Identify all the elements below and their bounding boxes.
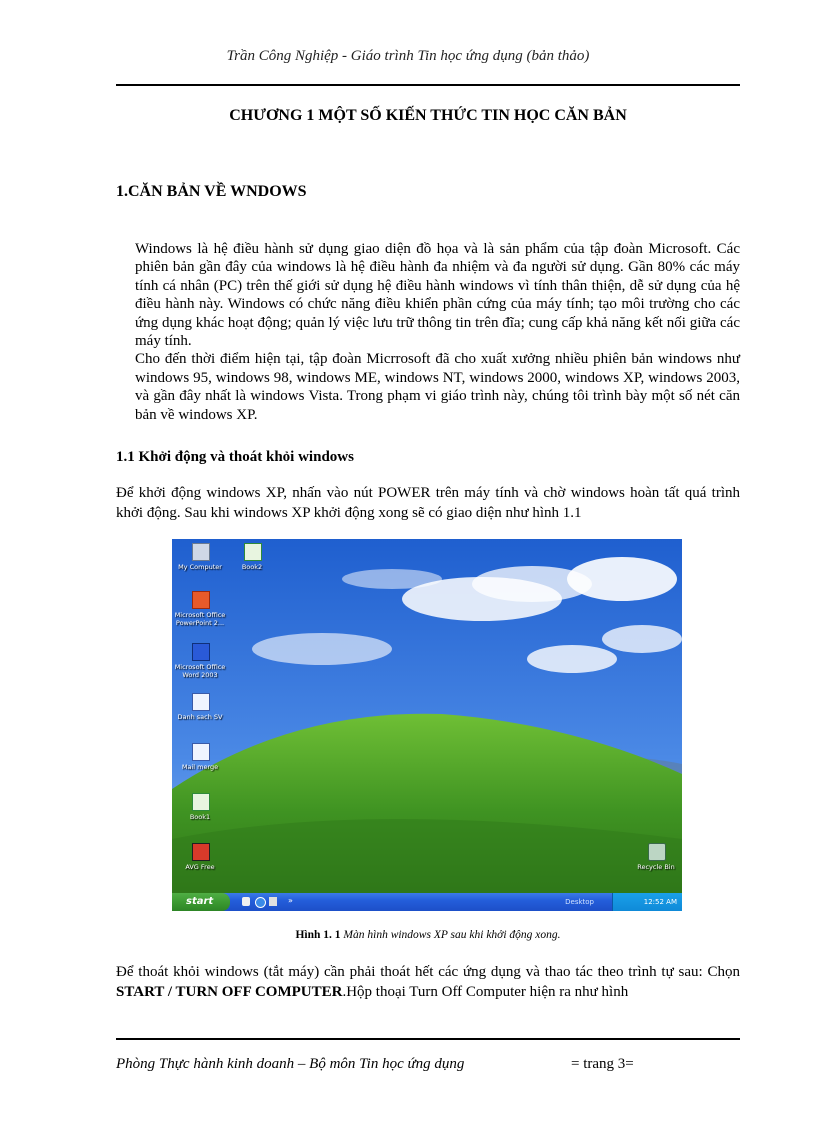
- quicklaunch-desktop-icon[interactable]: [242, 897, 250, 906]
- section-title: 1.CĂN BẢN VỀ WNDOWS: [116, 183, 307, 200]
- icon-label-word[interactable]: Microsoft Office Word 2003: [174, 663, 226, 679]
- startup-paragraph: Để khởi động windows XP, nhấn vào nút POWER trên máy tính và chờ windows hoàn tất quá trình khởi động. Sau khi windows XP khởi động xong sẽ có giao diện như hình 1.1: [116, 485, 740, 521]
- mail-merge-icon[interactable]: [192, 743, 210, 761]
- bliss-wallpaper: [172, 539, 682, 911]
- icon-label-recycle-bin[interactable]: Recycle Bin: [637, 863, 675, 871]
- subsection-title: 1.1 Khởi động và thoát khỏi windows: [116, 449, 354, 465]
- caption-text: Màn hình windows XP sau khi khởi động xong.: [343, 929, 561, 941]
- intro-paragraphs: [135, 240, 740, 424]
- icon-label-book2[interactable]: Book2: [241, 563, 263, 571]
- system-tray: [612, 893, 682, 911]
- avg-free-icon[interactable]: [192, 843, 210, 861]
- figure-caption: [0, 929, 816, 941]
- clock[interactable]: 12:52 AM: [643, 898, 677, 906]
- book2-icon[interactable]: [244, 543, 262, 561]
- recycle-bin-icon[interactable]: [648, 843, 666, 861]
- page-header: Trần Công Nghiệp - Giáo trình Tin học ứng dụng (bản thảo): [226, 48, 590, 64]
- quicklaunch-ie-icon[interactable]: [255, 897, 266, 908]
- powerpoint-icon[interactable]: [192, 591, 210, 609]
- windows-xp-desktop-figure: [172, 539, 682, 911]
- start-button[interactable]: start: [172, 893, 230, 911]
- page-number: = trang 3=: [571, 1056, 634, 1072]
- taskbar: [172, 893, 682, 911]
- icon-label-book1[interactable]: Book1: [189, 813, 211, 821]
- caption-label: Hình 1. 1: [295, 929, 341, 941]
- icon-label-my-computer[interactable]: My Computer: [178, 563, 222, 571]
- icon-label-avg-free[interactable]: AVG Free: [185, 863, 215, 871]
- shutdown-text-after: .Hộp thoại Turn Off Computer hiện ra như hình: [342, 984, 629, 1000]
- quicklaunch-media-icon[interactable]: [269, 897, 277, 906]
- shutdown-text-before: Để thoát khỏi windows (tắt máy) cần phải thoát hết các ứng dụng và thao tác theo trình tự sau: Chọn: [116, 964, 740, 980]
- icon-label-danh-sach-sv[interactable]: Danh sach SV: [177, 713, 223, 721]
- my-computer-icon[interactable]: [192, 543, 210, 561]
- shutdown-paragraph: [116, 962, 740, 1002]
- shutdown-command: START / TURN OFF COMPUTER: [116, 984, 343, 1000]
- chapter-title: CHƯƠNG 1 MỘT SỐ KIẾN THỨC TIN HỌC CĂN BẢN: [229, 107, 627, 124]
- intro-paragraph-2: Cho đến thời điểm hiện tại, tập đoàn Micrrosoft đã cho xuất xưởng nhiều phiên bản windows như windows 95, windows 98, windows ME, windows NT, windows 2000, windows XP, windows 2003, và gần đây nhất là windows Vista. Trong phạm vi giáo trình này, chúng tôi trình bày một số nét căn bản về windows XP.: [135, 351, 740, 423]
- footer-department: Phòng Thực hành kinh doanh – Bộ môn Tin học ứng dụng: [116, 1056, 465, 1072]
- danh-sach-sv-icon[interactable]: [192, 693, 210, 711]
- desktop-toolbar-label[interactable]: Desktop: [565, 898, 594, 906]
- icon-label-mail-merge[interactable]: Mail merge: [181, 763, 219, 771]
- header-rule: [116, 84, 740, 86]
- word-icon[interactable]: [192, 643, 210, 661]
- footer-rule: [116, 1038, 740, 1040]
- book1-icon[interactable]: [192, 793, 210, 811]
- quicklaunch-expand-icon[interactable]: »: [288, 896, 293, 905]
- intro-paragraph-1: Windows là hệ điều hành sử dụng giao diện đồ họa và là sản phẩm của tập đoàn Microsoft. Các phiên bản gần đây của windows là hệ điều hành đa nhiệm và đa người sử dụng. Gần 80% các máy tính cá nhân (PC) trên thế giới sử dụng hệ điều hành windows vì tính thân thiện, dễ sử dụng của hệ điều hành này. Windows có chức năng điều khiển phần cứng của máy tính; tạo môi trường cho các ứng dụng khác hoạt động; quản lý việc lưu trữ thông tin trên đĩa; cung cấp khả năng kết nối giữa các máy tính.: [135, 241, 740, 350]
- icon-label-powerpoint[interactable]: Microsoft Office PowerPoint 2...: [174, 611, 226, 627]
